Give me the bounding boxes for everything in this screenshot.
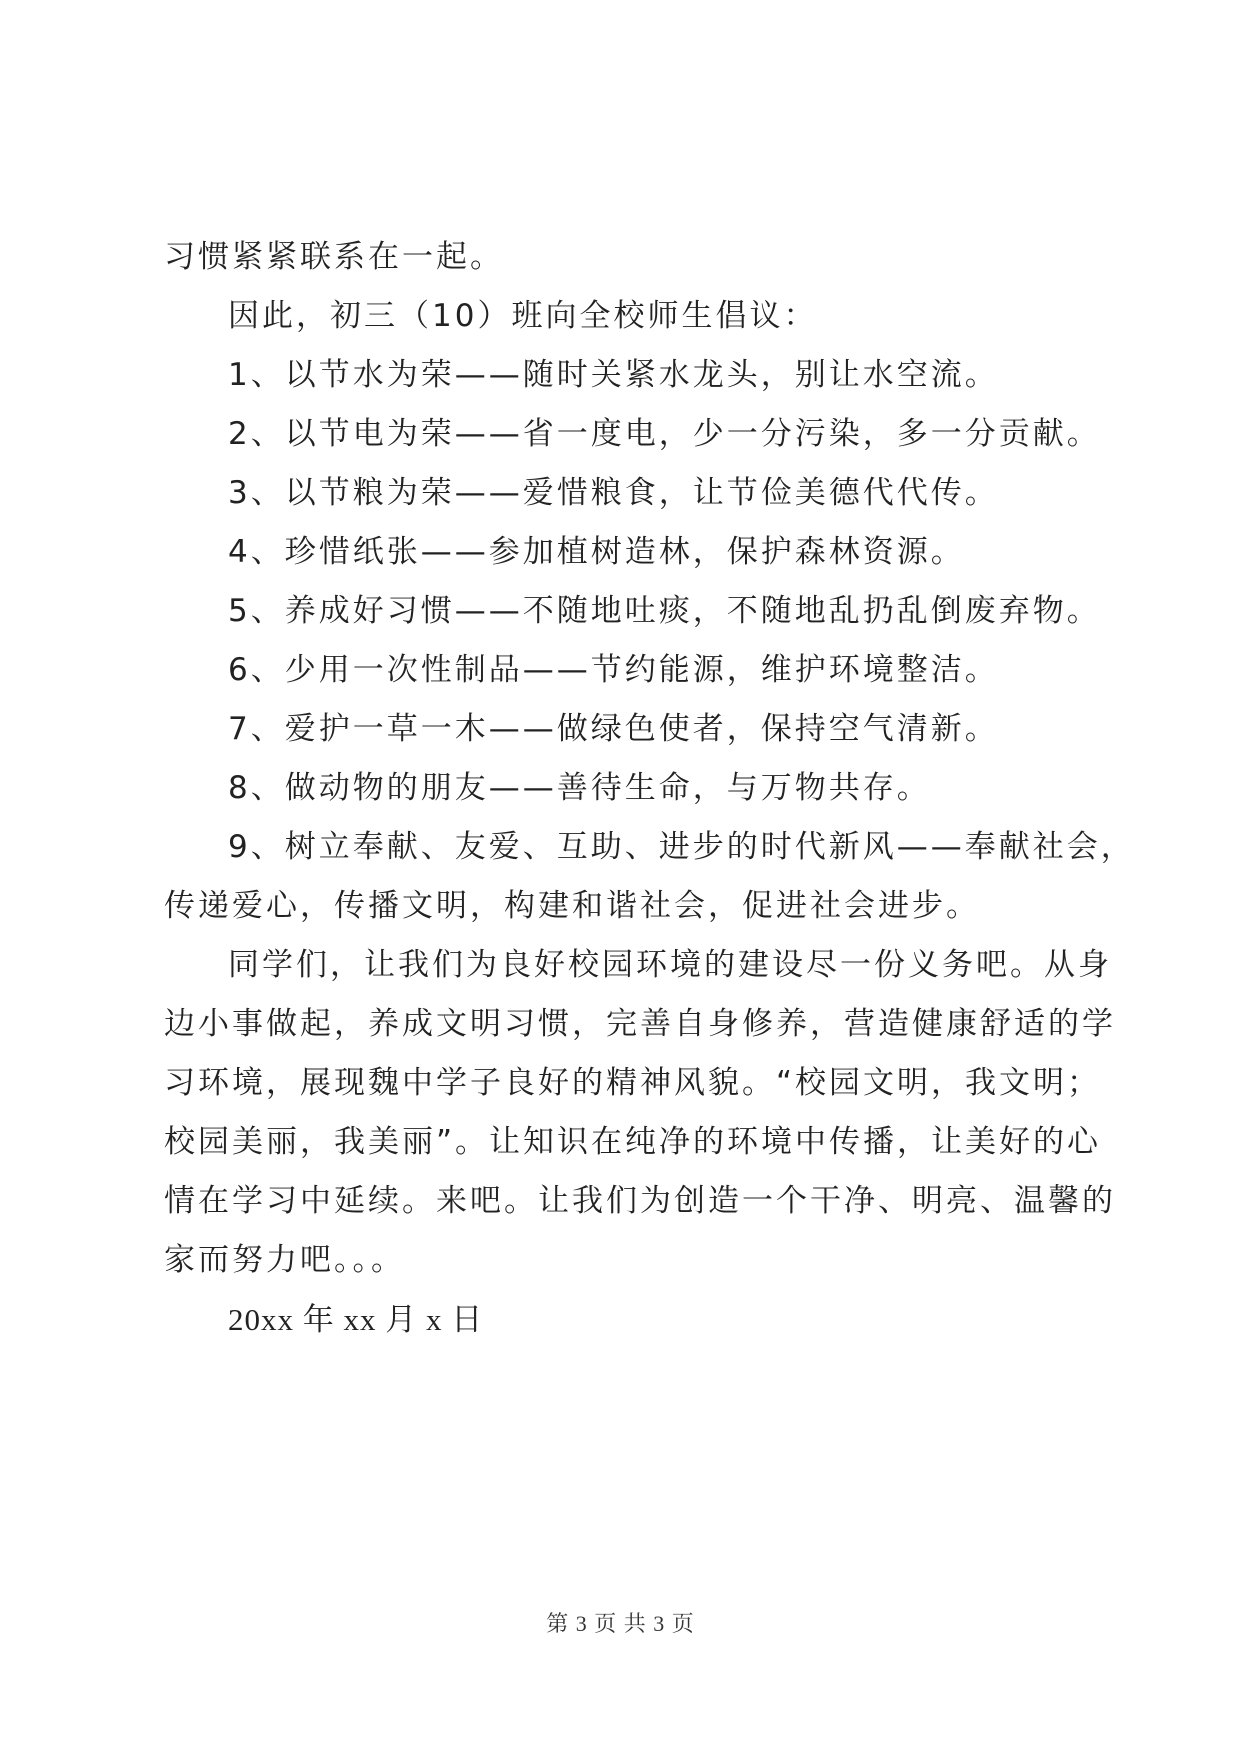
list-item-9-line-1: 9、树立奉献、友爱、互助、进步的时代新风——奉献社会， [228,829,1135,865]
paragraph-proposal-intro: 因此，初三（10）班向全校师生倡议： [228,298,818,334]
closing-line-3: 习环境，展现魏中学子良好的精神风貌。“校园文明，我文明； [164,1065,1102,1101]
list-item: 2、以节电为荣——省一度电，少一分污染，多一分贡献。 [228,416,1101,452]
closing-line-1: 同学们，让我们为良好校园环境的建设尽一份义务吧。从身 [228,947,1112,983]
page-footer: 第 3 页 共 3 页 [546,1611,695,1636]
list-item: 8、做动物的朋友——善待生命，与万物共存。 [228,770,931,806]
list-item: 4、珍惜纸张——参加植树造林，保护森林资源。 [228,534,965,570]
list-item: 3、以节粮为荣——爱惜粮食，让节俭美德代代传。 [228,475,999,511]
list-item: 5、养成好习惯——不随地吐痰，不随地乱扔乱倒废弃物。 [228,593,1101,629]
list-item: 7、爱护一草一木——做绿色使者，保持空气清新。 [228,711,999,747]
document-body [164,228,1135,1349]
closing-line-5: 情在学习中延续。来吧。让我们为创造一个干净、明亮、温馨的 [164,1183,1116,1219]
list-item: 1、以节水为荣——随时关紧水龙头，别让水空流。 [228,357,999,393]
closing-line-2: 边小事做起，养成文明习惯，完善自身修养，营造健康舒适的学 [164,1006,1116,1042]
paragraph-continuation: 习惯紧紧联系在一起。 [164,239,504,275]
list-item-9-line-2: 传递爱心，传播文明，构建和谐社会，促进社会进步。 [164,888,980,924]
document-date: 20xx 年 xx 月 x 日 [228,1302,484,1337]
closing-line-6: 家而努力吧。。。 [164,1242,405,1278]
closing-line-4: 校园美丽，我美丽”。让知识在纯净的环境中传播，让美好的心 [164,1124,1102,1160]
list-item: 6、少用一次性制品——节约能源，维护环境整洁。 [228,652,999,688]
